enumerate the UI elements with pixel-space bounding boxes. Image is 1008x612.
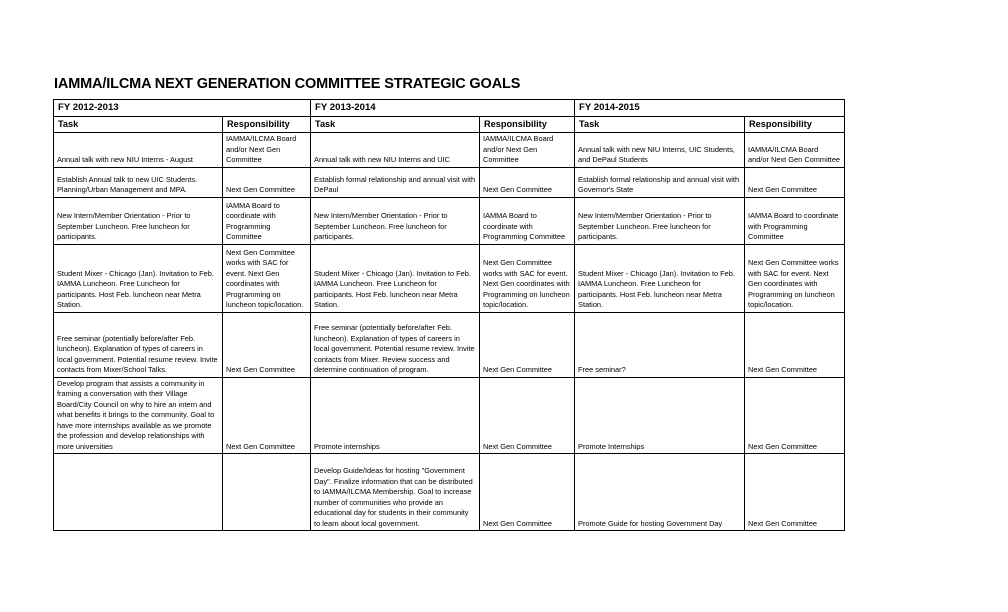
table-row	[54, 167, 845, 197]
table-row	[54, 454, 845, 531]
fiscal-year-header-row	[54, 100, 845, 117]
cell-task-fy2013: Develop Guide/Ideas for hosting "Government Day". Finalize information that can be distributed to IAMMA/ILCMA Membership. Goal to increase number of communities who provide an educational day for students in their community to learn about local government.	[311, 454, 480, 531]
strategic-goals-table	[53, 99, 845, 531]
cell-responsibility-fy2014: Next Gen Committee	[745, 312, 845, 377]
table-row	[54, 197, 845, 244]
cell-task-fy2014: Student Mixer - Chicago (Jan). Invitation to Feb. IAMMA Luncheon. Free Luncheon for participants. Host Feb. luncheon near Metra Station.	[575, 244, 745, 312]
cell-task-fy2012: Develop program that assists a community in framing a conversation with their Village Board/City Council on why to hire an intern and what benefits it brings to the community. Goal to have more internships available as we promote the profession and develop relationships with more universities	[54, 377, 223, 454]
cell-responsibility-fy2014: Next Gen Committee	[745, 167, 845, 197]
fiscal-year-2014-2015: FY 2014-2015	[575, 100, 845, 117]
cell-responsibility-fy2013: IAMMA/ILCMA Board and/or Next Gen Committee	[480, 133, 575, 168]
cell-task-fy2013: Promote internships	[311, 377, 480, 454]
header-task-fy2014: Task	[575, 117, 745, 133]
cell-task-fy2012: Student Mixer - Chicago (Jan). Invitation to Feb. IAMMA Luncheon. Free Luncheon for participants. Host Feb. luncheon near Metra Station.	[54, 244, 223, 312]
cell-responsibility-fy2014: IAMMA Board to coordinate with Programming Committee	[745, 197, 845, 244]
cell-responsibility-fy2013: Next Gen Committee	[480, 167, 575, 197]
cell-responsibility-fy2012: IAMMA/ILCMA Board and/or Next Gen Committee	[223, 133, 311, 168]
cell-task-fy2014: Promote Internships	[575, 377, 745, 454]
cell-responsibility-fy2014: Next Gen Committee	[745, 377, 845, 454]
cell-task-fy2014: Free seminar?	[575, 312, 745, 377]
fiscal-year-2013-2014: FY 2013-2014	[311, 100, 575, 117]
cell-responsibility-fy2012: Next Gen Committee	[223, 312, 311, 377]
column-header-row	[54, 117, 845, 133]
fiscal-year-2012-2013: FY 2012-2013	[54, 100, 311, 117]
cell-task-fy2013: Student Mixer - Chicago (Jan). Invitation to Feb. IAMMA Luncheon. Free Luncheon for participants. Host Feb. luncheon near Metra Station.	[311, 244, 480, 312]
cell-responsibility-fy2013: Next Gen Committee	[480, 377, 575, 454]
cell-task-fy2014: New Intern/Member Orientation - Prior to September Luncheon. Free luncheon for participants.	[575, 197, 745, 244]
cell-task-fy2013: Annual talk with new NIU Interns and UIC	[311, 133, 480, 168]
cell-task-fy2012: Establish Annual talk to new UIC Students. Planning/Urban Management and MPA.	[54, 167, 223, 197]
cell-task-fy2012: Free seminar (potentially before/after Feb. luncheon). Explanation of types of careers in local government. Potential resume review. Invite contacts from Mixer/School Talks.	[54, 312, 223, 377]
header-task-fy2012: Task	[54, 117, 223, 133]
cell-responsibility-fy2013: Next Gen Committee works with SAC for event. Next Gen coordinates with Programming on luncheon topic/location.	[480, 244, 575, 312]
header-responsibility-fy2014: Responsibility	[745, 117, 845, 133]
cell-responsibility-fy2014: Next Gen Committee works with SAC for event. Next Gen coordinates with Programming on luncheon topic/location.	[745, 244, 845, 312]
cell-responsibility-fy2012	[223, 454, 311, 531]
cell-responsibility-fy2012: Next Gen Committee	[223, 377, 311, 454]
cell-responsibility-fy2012: IAMMA Board to coordinate with Programming Committee	[223, 197, 311, 244]
cell-task-fy2012	[54, 454, 223, 531]
header-responsibility-fy2013: Responsibility	[480, 117, 575, 133]
cell-task-fy2014: Establish formal relationship and annual visit with Governor's State	[575, 167, 745, 197]
cell-task-fy2014: Promote Guide for hosting Government Day	[575, 454, 745, 531]
table-row	[54, 133, 845, 168]
cell-responsibility-fy2013: IAMMA Board to coordinate with Programming Committee	[480, 197, 575, 244]
header-task-fy2013: Task	[311, 117, 480, 133]
table-row	[54, 244, 845, 312]
cell-task-fy2013: New Intern/Member Orientation - Prior to September Luncheon. Free luncheon for participants.	[311, 197, 480, 244]
table-row	[54, 312, 845, 377]
page-title: IAMMA/ILCMA NEXT GENERATION COMMITTEE STRATEGIC GOALS	[54, 76, 521, 92]
cell-responsibility-fy2013: Next Gen Committee	[480, 312, 575, 377]
header-responsibility-fy2012: Responsibility	[223, 117, 311, 133]
cell-task-fy2013: Establish formal relationship and annual visit with DePaul	[311, 167, 480, 197]
cell-task-fy2012: Annual talk with new NIU Interns - August	[54, 133, 223, 168]
cell-task-fy2014: Annual talk with new NIU Interns, UIC Students, and DePaul Students	[575, 133, 745, 168]
cell-task-fy2013: Free seminar (potentially before/after Feb. luncheon). Explanation of types of careers in local government. Potential resume review. Invite contacts from Mixer. Review success and determine continuation of program.	[311, 312, 480, 377]
cell-task-fy2012: New Intern/Member Orientation - Prior to September Luncheon. Free luncheon for participants.	[54, 197, 223, 244]
cell-responsibility-fy2014: Next Gen Committee	[745, 454, 845, 531]
cell-responsibility-fy2013: Next Gen Committee	[480, 454, 575, 531]
table-row	[54, 377, 845, 454]
cell-responsibility-fy2014: IAMMA/ILCMA Board and/or Next Gen Committee	[745, 133, 845, 168]
cell-responsibility-fy2012: Next Gen Committee works with SAC for event. Next Gen coordinates with Programming on luncheon topic/location.	[223, 244, 311, 312]
cell-responsibility-fy2012: Next Gen Committee	[223, 167, 311, 197]
